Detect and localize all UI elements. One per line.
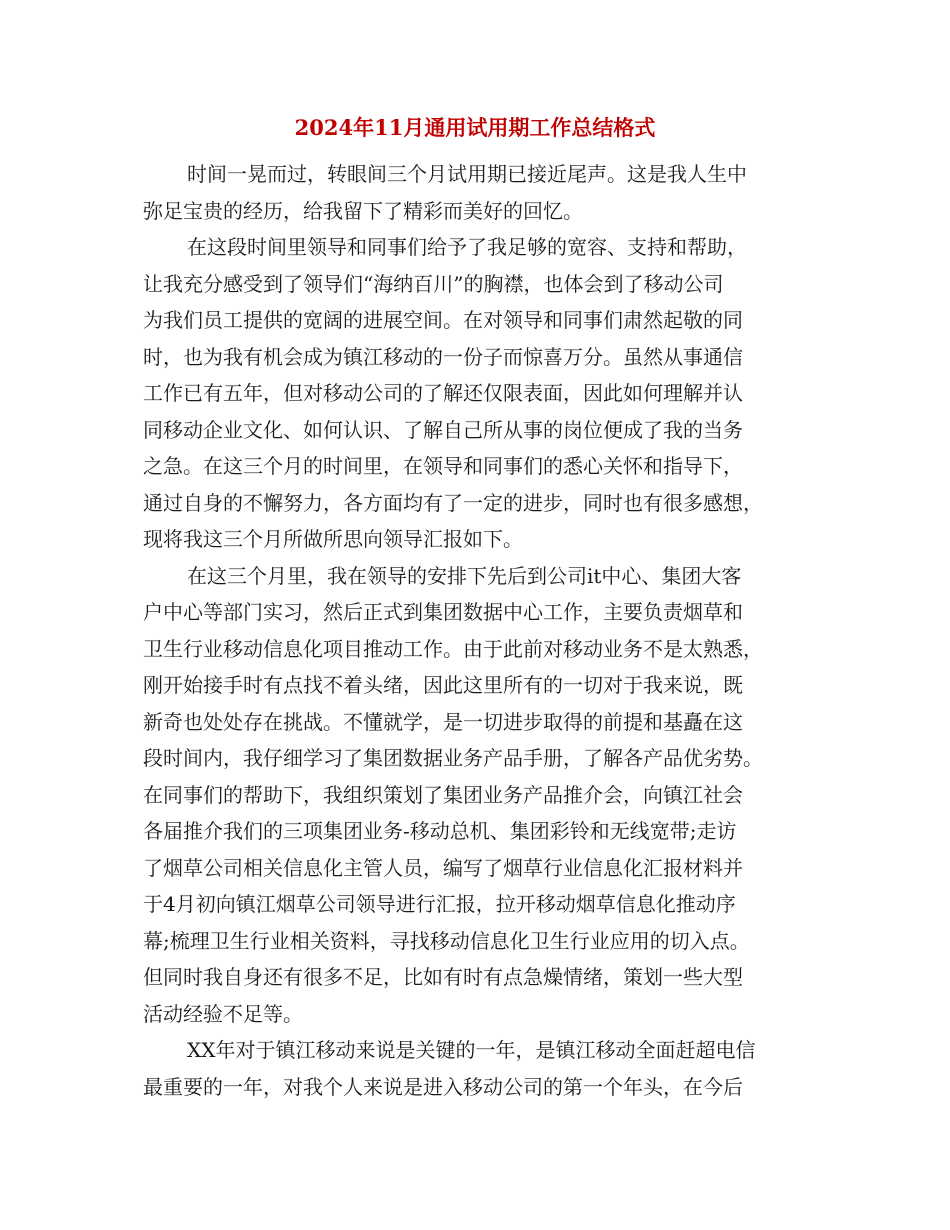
paragraph-3-line-10: 于4月初向镇江烟草公司领导进行汇报，拉开移动烟草信息化推动序 <box>143 892 736 916</box>
paragraph-3-line-8: 各届推介我们的三项集团业务-移动总机、集团彩铃和无线宽带;走访 <box>143 819 737 843</box>
paragraph-1-line-2: 弥足宝贵的经历，给我留下了精彩而美好的回忆。 <box>143 198 583 223</box>
paragraph-3-line-9: 了烟草公司相关信息化主管人员，编写了烟草行业信息化汇报材料并 <box>143 855 743 880</box>
paragraph-2-line-6: 同移动企业文化、如何认识、了解自己所从事的岗位便成了我的当务 <box>143 417 743 442</box>
paragraph-3-line-5: 新奇也处处存在挑战。不懂就学，是一切进步取得的前提和基矗在这 <box>143 709 743 734</box>
paragraph-3-line-1: 在这三个月里，我在领导的安排下先后到公司it中心、集团大客 <box>187 563 742 588</box>
paragraph-4-line-2: 最重要的一年，对我个人来说是进入移动公司的第一个年头，在今后 <box>143 1074 743 1099</box>
paragraph-2-line-8: 通过自身的不懈努力，各方面均有了一定的进步，同时也有很多感想， <box>143 490 763 515</box>
paragraph-1-line-1: 时间一晃而过，转眼间三个月试用期已接近尾声。这是我人生中 <box>187 162 747 186</box>
paragraph-2-line-1: 在这段时间里领导和同事们给予了我足够的宽容、支持和帮助， <box>187 235 747 259</box>
paragraph-3-line-11: 幕;梳理卫生行业相关资料，寻找移动信息化卫生行业应用的切入点。 <box>143 928 750 953</box>
paragraph-2-line-4: 时，也为我有机会成为镇江移动的一份子而惊喜万分。虽然从事通信 <box>143 344 743 369</box>
paragraph-2-line-9: 现将我这三个月所做所思向领导汇报如下。 <box>143 527 523 551</box>
paragraph-2-line-2: 让我充分感受到了领导们“海纳百川”的胸襟，也体会到了移动公司 <box>143 271 724 296</box>
paragraph-2-line-7: 之急。在这三个月的时间里，在领导和同事们的悉心关怀和指导下， <box>143 454 743 478</box>
paragraph-3-line-12: 但同时我自身还有很多不足，比如有时有点急燥情绪，策划一些大型 <box>143 965 743 989</box>
document-body <box>143 156 813 1105</box>
paragraph-3-line-3: 卫生行业移动信息化项目推动工作。由于此前对移动业务不是太熟悉， <box>143 636 763 661</box>
paragraph-3-line-6: 段时间内，我仔细学习了集团数据业务产品手册，了解各产品优劣势。 <box>143 746 763 770</box>
paragraph-3-line-4: 刚开始接手时有点找不着头绪，因此这里所有的一切对于我来说，既 <box>143 673 743 697</box>
paragraph-2-line-5: 工作已有五年，但对移动公司的了解还仅限表面，因此如何理解并认 <box>143 381 743 405</box>
paragraph-3-line-2: 户中心等部门实习，然后正式到集团数据中心工作，主要负责烟草和 <box>143 600 743 624</box>
document-title: 2024年11月通用试用期工作总结格式 <box>294 115 656 140</box>
paragraph-4-line-1: XX年对于镇江移动来说是关键的一年，是镇江移动全面赶超电信 <box>187 1038 756 1062</box>
paragraph-3-line-13: 活动经验不足等。 <box>143 1001 303 1026</box>
paragraph-2-line-3: 为我们员工提供的宽阔的进展空间。在对领导和同事们肃然起敬的同 <box>143 308 743 332</box>
paragraph-3-line-7: 在同事们的帮助下，我组织策划了集团业务产品推介会，向镇江社会 <box>143 782 743 807</box>
